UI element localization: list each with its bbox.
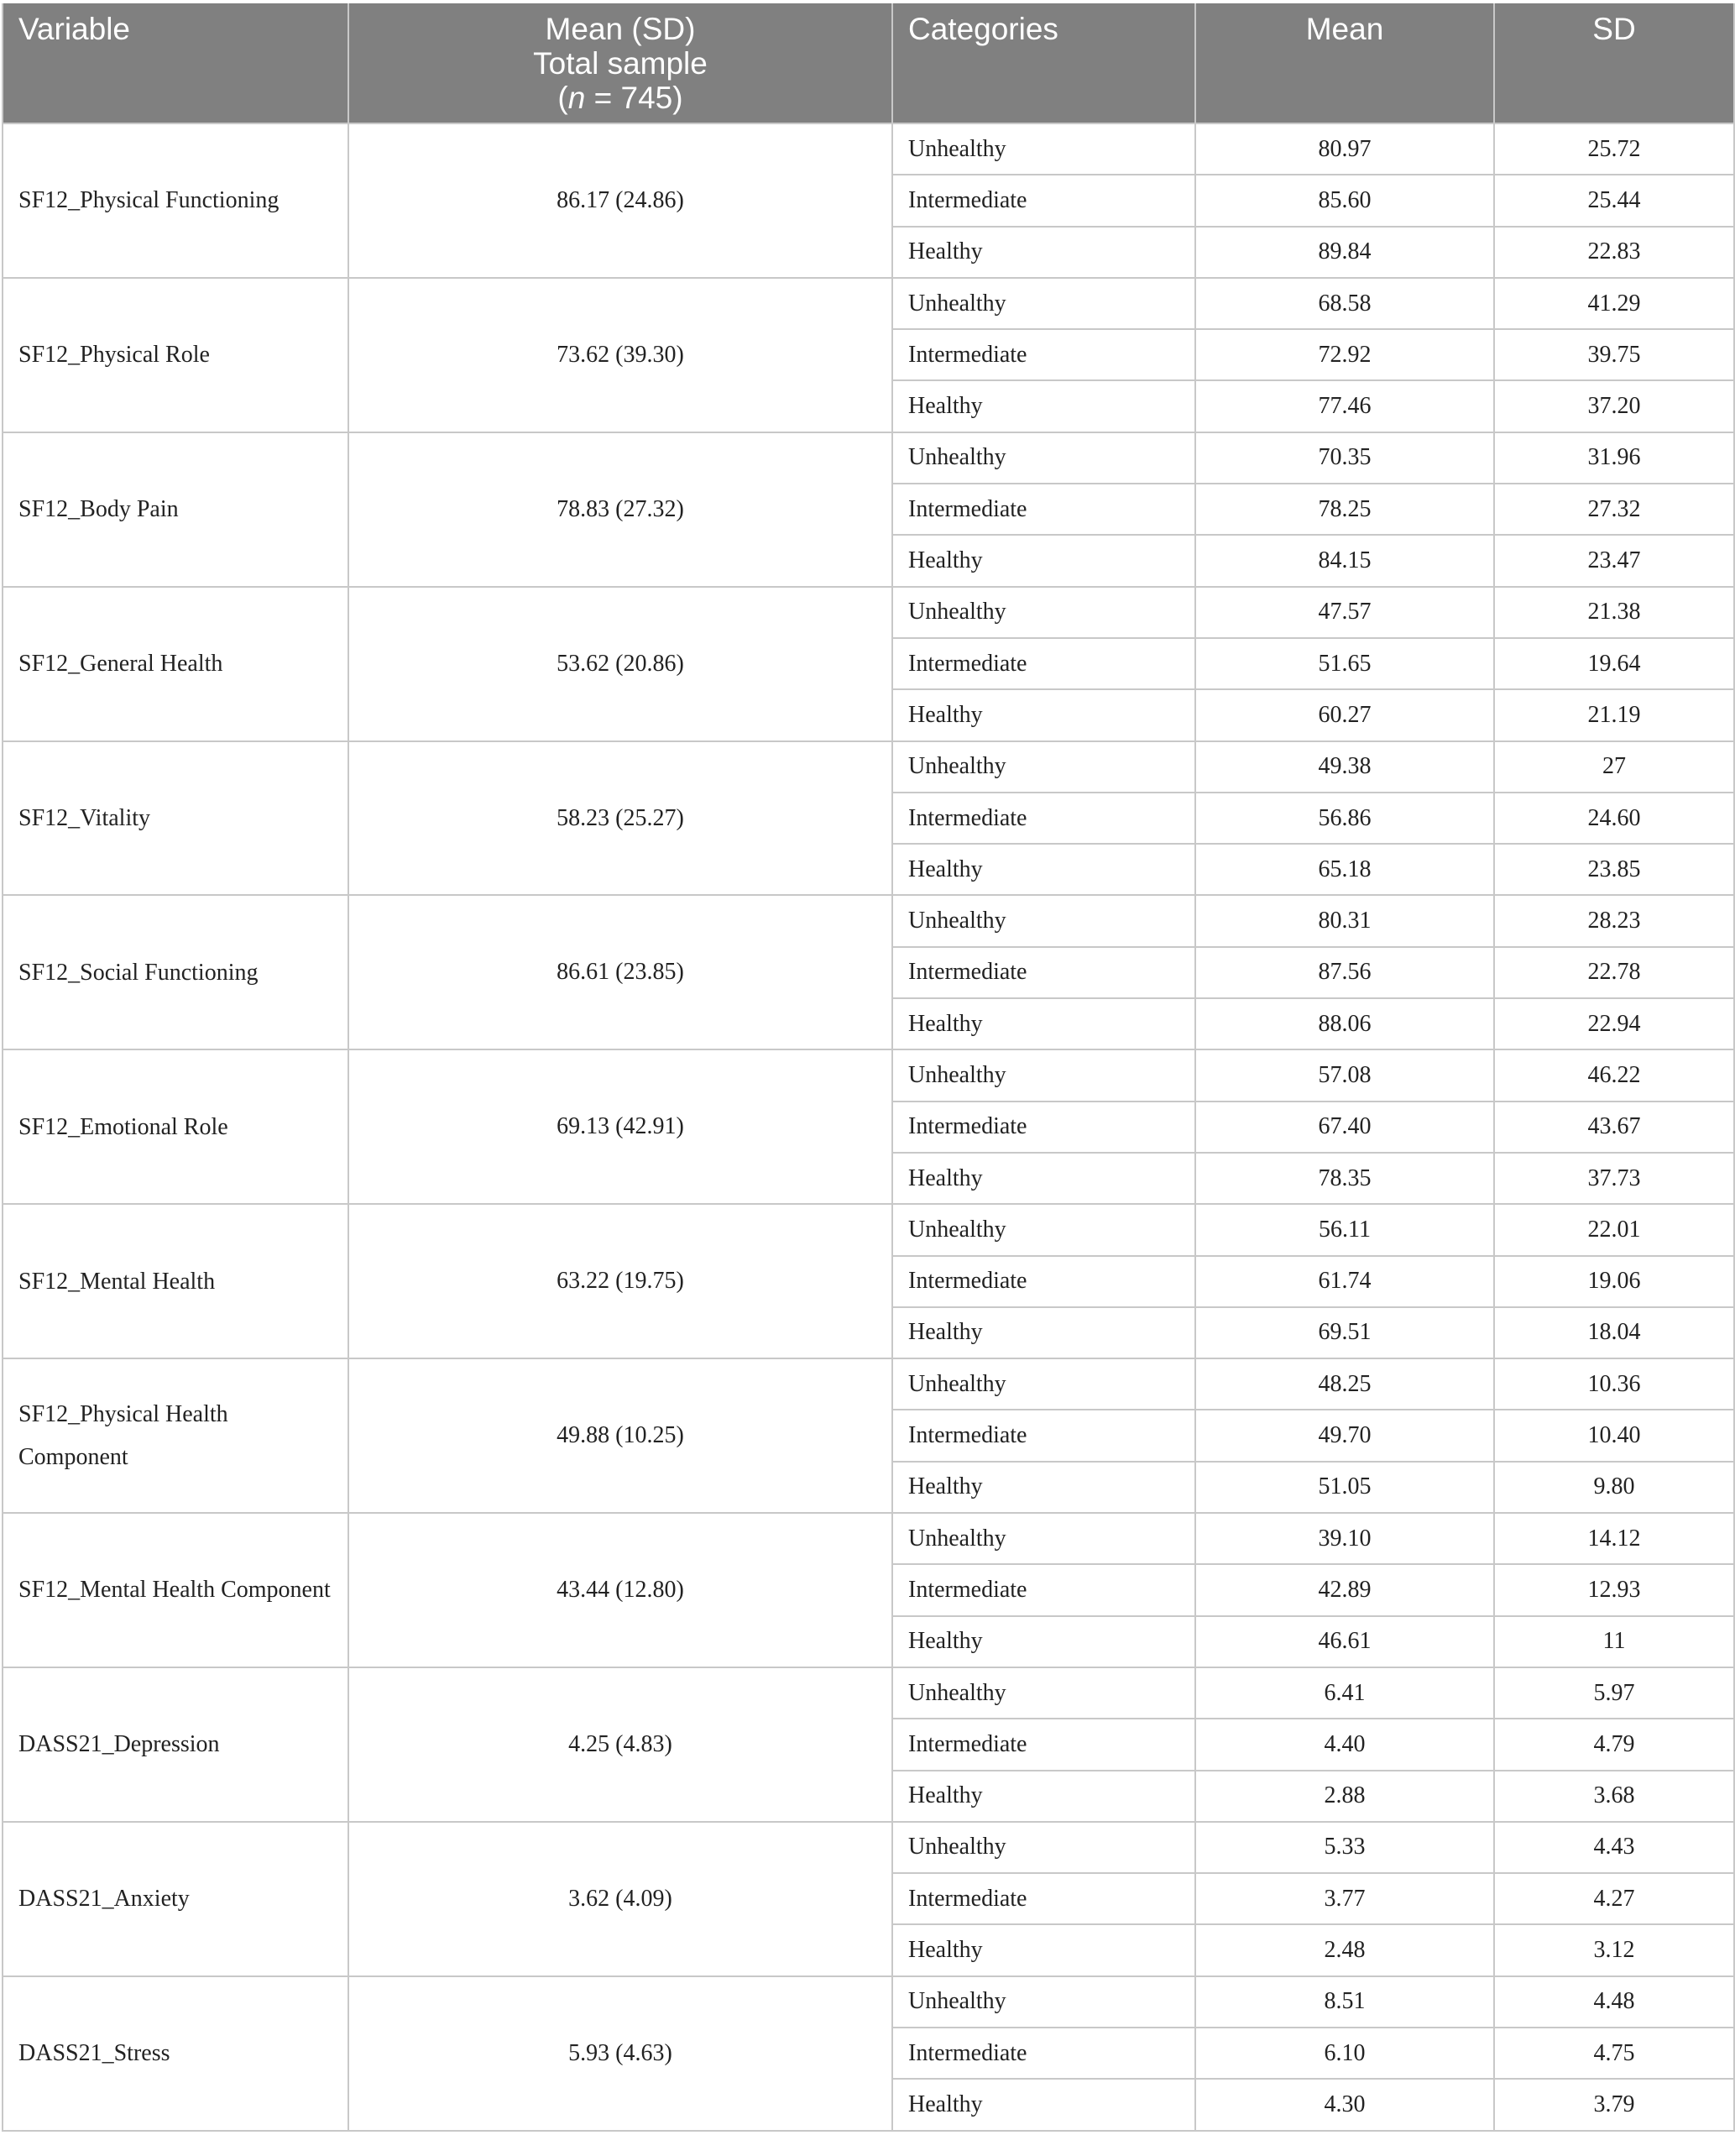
mean-cell: 2.88 bbox=[1195, 1771, 1494, 1822]
sd-cell: 22.78 bbox=[1494, 947, 1734, 998]
header-variable: Variable bbox=[3, 3, 348, 123]
category-cell: Intermediate bbox=[892, 793, 1195, 844]
mean-cell: 49.38 bbox=[1195, 741, 1494, 793]
mean-cell: 78.25 bbox=[1195, 484, 1494, 535]
category-cell: Intermediate bbox=[892, 1102, 1195, 1153]
header-mean-sd-line2: Total sample bbox=[533, 46, 708, 81]
sd-cell: 23.85 bbox=[1494, 844, 1734, 895]
sd-cell: 3.68 bbox=[1494, 1771, 1734, 1822]
sd-cell: 39.75 bbox=[1494, 329, 1734, 380]
category-cell: Intermediate bbox=[892, 175, 1195, 226]
mean-cell: 60.27 bbox=[1195, 689, 1494, 740]
sd-cell: 12.93 bbox=[1494, 1564, 1734, 1615]
header-sd: SD bbox=[1494, 3, 1734, 123]
total-mean-sd-cell: 86.17 (24.86) bbox=[348, 123, 892, 278]
category-cell: Intermediate bbox=[892, 947, 1195, 998]
table-row bbox=[3, 587, 1734, 638]
total-mean-sd-cell: 63.22 (19.75) bbox=[348, 1204, 892, 1358]
mean-cell: 6.10 bbox=[1195, 2028, 1494, 2079]
mean-cell: 72.92 bbox=[1195, 329, 1494, 380]
category-cell: Intermediate bbox=[892, 1564, 1195, 1615]
header-mean-sd-line3 bbox=[364, 81, 876, 115]
sd-cell: 22.94 bbox=[1494, 998, 1734, 1049]
category-cell: Unhealthy bbox=[892, 432, 1195, 484]
category-cell: Healthy bbox=[892, 1616, 1195, 1667]
category-cell: Healthy bbox=[892, 535, 1195, 586]
mean-cell: 5.33 bbox=[1195, 1822, 1494, 1873]
sd-cell: 4.79 bbox=[1494, 1719, 1734, 1770]
mean-cell: 65.18 bbox=[1195, 844, 1494, 895]
sd-cell: 23.47 bbox=[1494, 535, 1734, 586]
sd-cell: 4.75 bbox=[1494, 2028, 1734, 2079]
header-n-open: ( bbox=[557, 81, 568, 115]
mean-cell: 57.08 bbox=[1195, 1049, 1494, 1101]
mean-cell: 80.31 bbox=[1195, 895, 1494, 946]
mean-cell: 56.11 bbox=[1195, 1204, 1494, 1255]
category-cell: Intermediate bbox=[892, 2028, 1195, 2079]
table-row bbox=[3, 123, 1734, 175]
variable-cell: SF12_Body Pain bbox=[3, 432, 348, 587]
mean-cell: 3.77 bbox=[1195, 1873, 1494, 1924]
mean-cell: 47.57 bbox=[1195, 587, 1494, 638]
category-cell: Unhealthy bbox=[892, 895, 1195, 946]
variable-cell: SF12_Emotional Role bbox=[3, 1049, 348, 1204]
category-cell: Healthy bbox=[892, 1153, 1195, 1204]
sd-cell: 19.64 bbox=[1494, 638, 1734, 689]
total-mean-sd-cell: 3.62 (4.09) bbox=[348, 1822, 892, 1976]
sd-cell: 19.06 bbox=[1494, 1256, 1734, 1307]
table-row bbox=[3, 1822, 1734, 1873]
sd-cell: 24.60 bbox=[1494, 793, 1734, 844]
category-cell: Unhealthy bbox=[892, 123, 1195, 175]
category-cell: Unhealthy bbox=[892, 278, 1195, 329]
total-mean-sd-cell: 4.25 (4.83) bbox=[348, 1667, 892, 1822]
mean-cell: 70.35 bbox=[1195, 432, 1494, 484]
category-cell: Intermediate bbox=[892, 1873, 1195, 1924]
table-header bbox=[3, 3, 1734, 123]
category-cell: Healthy bbox=[892, 689, 1195, 740]
variable-cell: DASS21_Stress bbox=[3, 1976, 348, 2131]
total-mean-sd-cell: 49.88 (10.25) bbox=[348, 1358, 892, 1513]
category-cell: Intermediate bbox=[892, 1719, 1195, 1770]
mean-cell: 85.60 bbox=[1195, 175, 1494, 226]
table-row bbox=[3, 741, 1734, 793]
mean-cell: 2.48 bbox=[1195, 1924, 1494, 1975]
sd-cell: 5.97 bbox=[1494, 1667, 1734, 1719]
sd-cell: 4.48 bbox=[1494, 1976, 1734, 2028]
category-cell: Healthy bbox=[892, 844, 1195, 895]
header-row bbox=[3, 3, 1734, 123]
mean-cell: 56.86 bbox=[1195, 793, 1494, 844]
mean-cell: 42.89 bbox=[1195, 1564, 1494, 1615]
mean-cell: 69.51 bbox=[1195, 1307, 1494, 1358]
category-cell: Healthy bbox=[892, 1462, 1195, 1513]
variable-cell: SF12_Physical Health Component bbox=[3, 1358, 348, 1513]
sd-cell: 27 bbox=[1494, 741, 1734, 793]
variable-cell: SF12_Mental Health Component bbox=[3, 1513, 348, 1667]
variable-cell: SF12_Vitality bbox=[3, 741, 348, 896]
category-cell: Healthy bbox=[892, 380, 1195, 432]
mean-cell: 61.74 bbox=[1195, 1256, 1494, 1307]
sd-cell: 10.36 bbox=[1494, 1358, 1734, 1410]
sd-cell: 4.27 bbox=[1494, 1873, 1734, 1924]
total-mean-sd-cell: 86.61 (23.85) bbox=[348, 895, 892, 1049]
table-row bbox=[3, 1667, 1734, 1719]
variable-cell: SF12_Physical Functioning bbox=[3, 123, 348, 278]
sd-cell: 14.12 bbox=[1494, 1513, 1734, 1564]
total-mean-sd-cell: 5.93 (4.63) bbox=[348, 1976, 892, 2131]
variable-cell: DASS21_Depression bbox=[3, 1667, 348, 1822]
sd-cell: 22.83 bbox=[1494, 227, 1734, 278]
sd-cell: 11 bbox=[1494, 1616, 1734, 1667]
sd-cell: 9.80 bbox=[1494, 1462, 1734, 1513]
table-row bbox=[3, 278, 1734, 329]
sd-cell: 37.73 bbox=[1494, 1153, 1734, 1204]
table-row bbox=[3, 1976, 1734, 2028]
header-n-value: = 745) bbox=[585, 81, 683, 115]
table-row bbox=[3, 1204, 1734, 1255]
table-row bbox=[3, 432, 1734, 484]
variable-cell: SF12_General Health bbox=[3, 587, 348, 741]
results-table bbox=[2, 3, 1735, 2132]
category-cell: Unhealthy bbox=[892, 1204, 1195, 1255]
mean-cell: 88.06 bbox=[1195, 998, 1494, 1049]
table-row bbox=[3, 1513, 1734, 1564]
mean-cell: 68.58 bbox=[1195, 278, 1494, 329]
header-mean-sd-line1: Mean (SD) bbox=[545, 12, 696, 46]
total-mean-sd-cell: 58.23 (25.27) bbox=[348, 741, 892, 896]
category-cell: Unhealthy bbox=[892, 741, 1195, 793]
header-mean: Mean bbox=[1195, 3, 1494, 123]
mean-cell: 80.97 bbox=[1195, 123, 1494, 175]
total-mean-sd-cell: 73.62 (39.30) bbox=[348, 278, 892, 432]
sd-cell: 37.20 bbox=[1494, 380, 1734, 432]
category-cell: Healthy bbox=[892, 998, 1195, 1049]
mean-cell: 4.40 bbox=[1195, 1719, 1494, 1770]
table-row bbox=[3, 1358, 1734, 1410]
sd-cell: 46.22 bbox=[1494, 1049, 1734, 1101]
mean-cell: 51.05 bbox=[1195, 1462, 1494, 1513]
category-cell: Intermediate bbox=[892, 484, 1195, 535]
mean-cell: 89.84 bbox=[1195, 227, 1494, 278]
category-cell: Unhealthy bbox=[892, 1976, 1195, 2028]
mean-cell: 49.70 bbox=[1195, 1410, 1494, 1461]
category-cell: Unhealthy bbox=[892, 1513, 1195, 1564]
sd-cell: 41.29 bbox=[1494, 278, 1734, 329]
category-cell: Intermediate bbox=[892, 329, 1195, 380]
table-row bbox=[3, 895, 1734, 946]
category-cell: Healthy bbox=[892, 227, 1195, 278]
sd-cell: 3.79 bbox=[1494, 2079, 1734, 2130]
sd-cell: 10.40 bbox=[1494, 1410, 1734, 1461]
category-cell: Healthy bbox=[892, 2079, 1195, 2130]
variable-cell: DASS21_Anxiety bbox=[3, 1822, 348, 1976]
total-mean-sd-cell: 43.44 (12.80) bbox=[348, 1513, 892, 1667]
category-cell: Unhealthy bbox=[892, 1358, 1195, 1410]
mean-cell: 51.65 bbox=[1195, 638, 1494, 689]
category-cell: Healthy bbox=[892, 1307, 1195, 1358]
header-mean-sd-total bbox=[348, 3, 892, 123]
variable-cell: SF12_Social Functioning bbox=[3, 895, 348, 1049]
mean-cell: 67.40 bbox=[1195, 1102, 1494, 1153]
mean-cell: 39.10 bbox=[1195, 1513, 1494, 1564]
variable-cell: SF12_Mental Health bbox=[3, 1204, 348, 1358]
mean-cell: 6.41 bbox=[1195, 1667, 1494, 1719]
sd-cell: 21.19 bbox=[1494, 689, 1734, 740]
header-n-symbol: n bbox=[567, 81, 586, 115]
sd-cell: 18.04 bbox=[1494, 1307, 1734, 1358]
category-cell: Unhealthy bbox=[892, 1049, 1195, 1101]
category-cell: Unhealthy bbox=[892, 1822, 1195, 1873]
category-cell: Unhealthy bbox=[892, 1667, 1195, 1719]
mean-cell: 48.25 bbox=[1195, 1358, 1494, 1410]
sd-cell: 21.38 bbox=[1494, 587, 1734, 638]
total-mean-sd-cell: 69.13 (42.91) bbox=[348, 1049, 892, 1204]
sd-cell: 43.67 bbox=[1494, 1102, 1734, 1153]
variable-cell: SF12_Physical Role bbox=[3, 278, 348, 432]
mean-cell: 46.61 bbox=[1195, 1616, 1494, 1667]
mean-cell: 77.46 bbox=[1195, 380, 1494, 432]
category-cell: Intermediate bbox=[892, 1410, 1195, 1461]
category-cell: Healthy bbox=[892, 1924, 1195, 1975]
mean-cell: 78.35 bbox=[1195, 1153, 1494, 1204]
total-mean-sd-cell: 53.62 (20.86) bbox=[348, 587, 892, 741]
mean-cell: 4.30 bbox=[1195, 2079, 1494, 2130]
total-mean-sd-cell: 78.83 (27.32) bbox=[348, 432, 892, 587]
sd-cell: 22.01 bbox=[1494, 1204, 1734, 1255]
category-cell: Healthy bbox=[892, 1771, 1195, 1822]
sd-cell: 4.43 bbox=[1494, 1822, 1734, 1873]
sd-cell: 27.32 bbox=[1494, 484, 1734, 535]
mean-cell: 87.56 bbox=[1195, 947, 1494, 998]
sd-cell: 31.96 bbox=[1494, 432, 1734, 484]
mean-cell: 8.51 bbox=[1195, 1976, 1494, 2028]
sd-cell: 28.23 bbox=[1494, 895, 1734, 946]
category-cell: Intermediate bbox=[892, 638, 1195, 689]
table-body bbox=[3, 123, 1734, 2131]
category-cell: Intermediate bbox=[892, 1256, 1195, 1307]
sd-cell: 3.12 bbox=[1494, 1924, 1734, 1975]
mean-cell: 84.15 bbox=[1195, 535, 1494, 586]
category-cell: Unhealthy bbox=[892, 587, 1195, 638]
header-categories: Categories bbox=[892, 3, 1195, 123]
sd-cell: 25.72 bbox=[1494, 123, 1734, 175]
sd-cell: 25.44 bbox=[1494, 175, 1734, 226]
table-row bbox=[3, 1049, 1734, 1101]
